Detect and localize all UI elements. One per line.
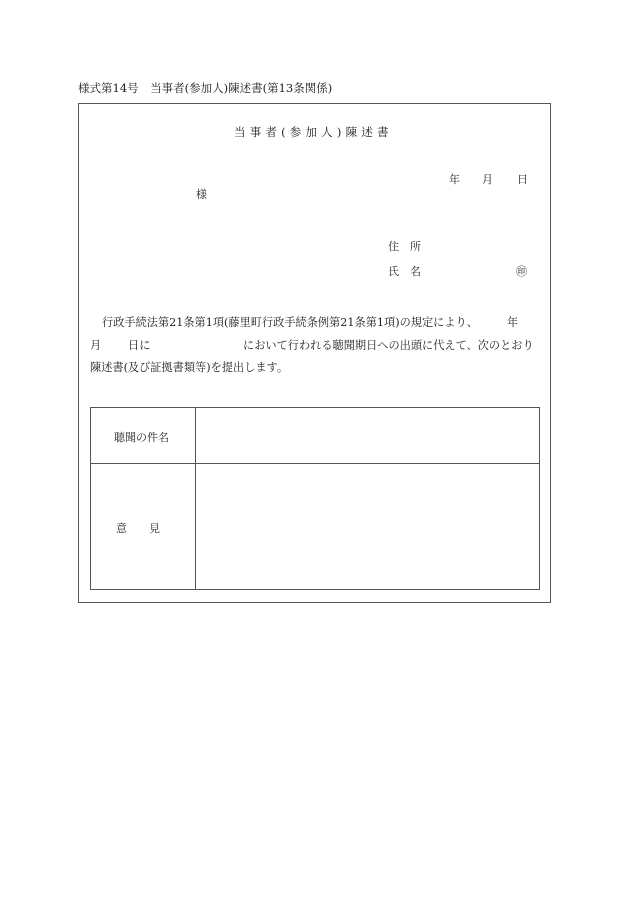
table-divider-horizontal: [91, 463, 539, 464]
body-line-1: 行政手続法第21条第1項(藤里町行政手続条例第21条第1項)の規定により、: [102, 316, 478, 329]
body-line-3: 陳述書(及び証拠書類等)を提出します。: [90, 361, 289, 374]
date-month: 月: [482, 173, 493, 186]
form-caption: 様式第14号 当事者(参加人)陳述書(第13条関係): [78, 81, 333, 95]
statement-table: [90, 407, 540, 590]
date-day: 日: [517, 173, 528, 186]
hearing-case-field[interactable]: [197, 410, 537, 461]
body-line-2: において行われる聴聞期日への出頭に代えて、次のとおり: [243, 339, 534, 352]
body-day: 日に: [128, 339, 151, 352]
sender-name-label: 氏 名: [388, 265, 421, 278]
opinion-label: 意 見: [116, 522, 160, 535]
opinion-field[interactable]: [197, 466, 537, 587]
date-year: 年: [449, 173, 460, 186]
addressee-suffix: 様: [196, 188, 207, 201]
hearing-case-label: 聴聞の件名: [114, 431, 169, 444]
body-month: 月: [90, 339, 102, 352]
body-year: 年: [507, 316, 519, 329]
table-divider-vertical: [195, 408, 196, 589]
form-title: 当事者(参加人)陳述書: [234, 125, 393, 139]
sender-address-label: 住 所: [388, 240, 421, 253]
seal-mark: ㊞: [516, 265, 527, 278]
